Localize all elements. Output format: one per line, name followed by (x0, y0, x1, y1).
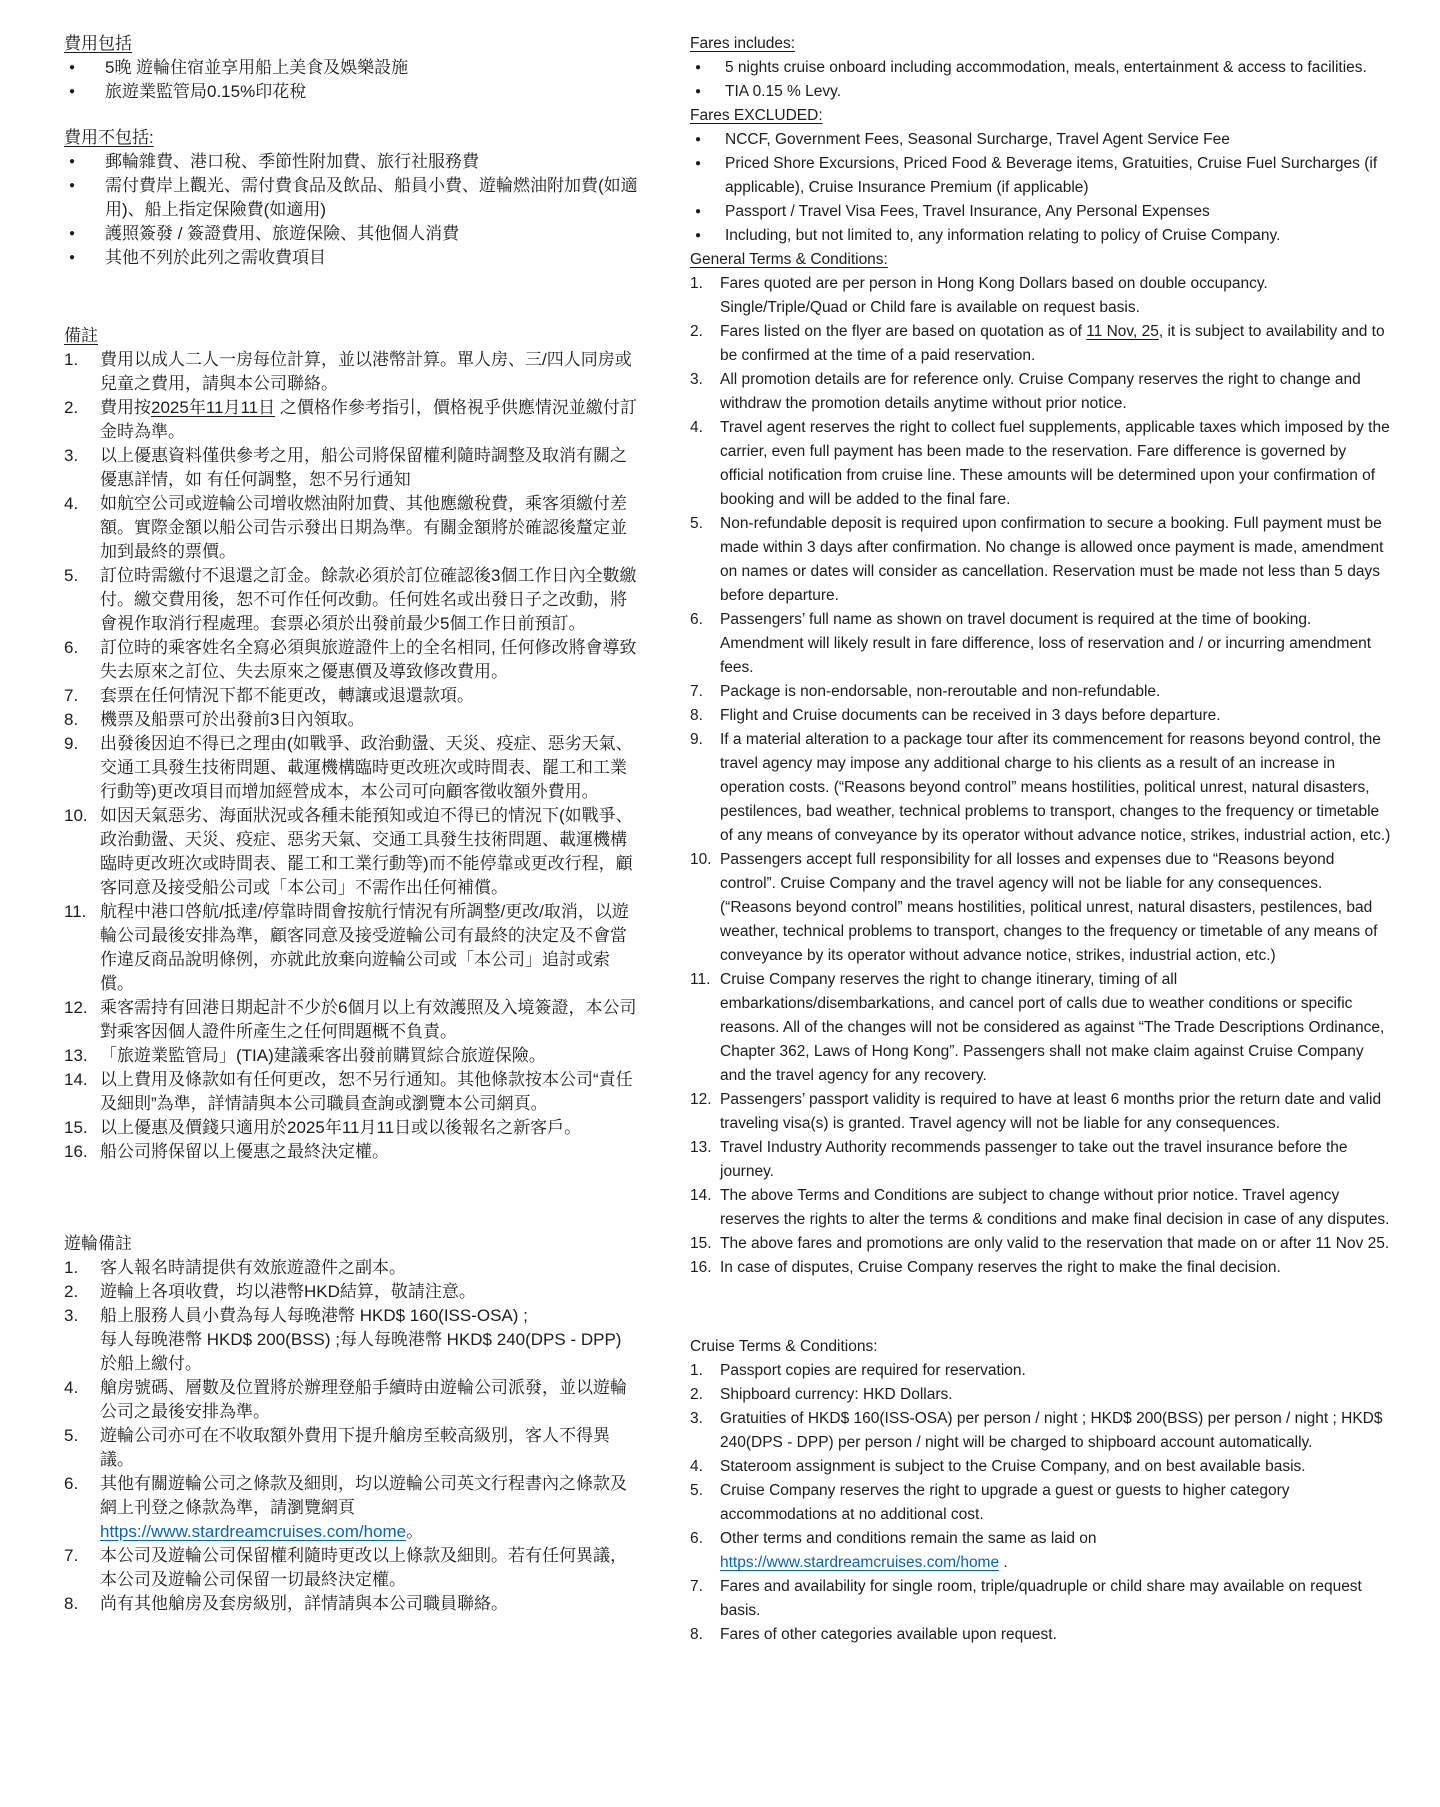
text-segment: Package is non-endorsable, non-reroutable and non-refundable. (720, 683, 1161, 700)
text-segment: Including, but not limited to, any information relating to policy of Cruise Company. (725, 227, 1281, 244)
english-terms-column (690, 32, 1392, 1647)
text-segment: Travel Industry Authority recommends passenger to take out the travel insurance before the journey. (720, 1139, 1348, 1180)
text-segment: Gratuities of HKD$ 160(ISS-OSA) per person / night ; HKD$ 200(BSS) per person / night ; HKD$ 240(DPS - DPP) per person / night will be charged to shipboard account automatically. (720, 1410, 1383, 1451)
list-item (64, 708, 642, 732)
list-item-text (720, 1407, 1392, 1455)
number-marker: 15. (64, 1118, 88, 1137)
text-segment: 需付費岸上觀光、需付費食品及飲品、船員小費、遊輪燃油附加費(如適用)、船上指定保險費(如適用) (105, 176, 638, 219)
section-general-terms (690, 248, 1392, 1280)
list-item (64, 56, 642, 80)
list-item-text (100, 804, 642, 900)
list-item-text (105, 174, 642, 222)
list-item-text (720, 1136, 1392, 1184)
text-segment: 客人報名時請提供有效旅遊證件之副本。 (100, 1258, 406, 1277)
list-item (690, 1088, 1392, 1136)
list-item (690, 704, 1392, 728)
list-item-text (720, 1623, 1392, 1647)
list-item (64, 348, 642, 396)
fees-excluded-title: 費用不包括: (64, 128, 154, 147)
text-segment: Fares and availability for single room, triple/quadruple or child share may available on request basis. (720, 1578, 1362, 1619)
list-item (690, 320, 1392, 368)
number-marker: 11. (64, 902, 87, 921)
text-segment: 以上優惠及價錢只適用於2025年11月11日或以後報名之新客戶。 (100, 1118, 582, 1137)
number-marker: 10. (690, 851, 712, 868)
text-segment: The above fares and promotions are only valid to the reservation that made on or after 11 Nov 25. (720, 1235, 1390, 1252)
fees-included-list (64, 56, 642, 104)
cruise-terms-title: Cruise Terms & Conditions: (690, 1338, 878, 1355)
list-item (64, 900, 642, 996)
list-item-text (100, 492, 642, 564)
list-item-text (100, 1424, 642, 1472)
number-marker: 5. (690, 515, 703, 532)
text-segment: 訂位時的乘客姓名全寫必須與旅遊證件上的全名相同, 任何修改將會導致失去原來之訂位、失去原來之優惠價及導致修改費用。 (100, 638, 637, 681)
text-segment: Fares of other categories available upon request. (720, 1626, 1057, 1643)
list-item-text (105, 222, 642, 246)
number-marker: 6. (64, 638, 79, 657)
list-item-text (720, 1184, 1392, 1232)
text-segment: Other terms and conditions remain the same as laid on (720, 1530, 1097, 1547)
text-segment: 以上優惠資料僅供參考之用，船公司將保留權利隨時調整及取消有關之優惠詳情，如 有任何調整，恕不另行通知 (100, 446, 627, 489)
number-marker: 1. (690, 1362, 703, 1379)
number-marker: 11. (690, 971, 711, 988)
text-segment: 出發後因迫不得已之理由(如戰爭、政治動盪、天災、疫症、惡劣天氣、交通工具發生技術問題、載運機構臨時更改班次或時間表、罷工和工業行動等)更改項目而增加經營成本，本公司可向顧客徵收額外費用。 (100, 734, 633, 801)
number-marker: 9. (64, 734, 79, 753)
text-segment: , it is subject to availability and to be confirmed at the time of a paid reservation. (720, 323, 1385, 364)
bullet-marker: ● (69, 62, 76, 73)
list-item-text (100, 1544, 642, 1592)
text-segment: 旅遊業監管局0.15%印花稅 (105, 82, 307, 101)
list-item-text (720, 1527, 1392, 1575)
list-item (690, 728, 1392, 848)
bullet-marker: ● (69, 156, 76, 167)
list-item (690, 1407, 1392, 1455)
list-item (64, 222, 642, 246)
text-segment: Cruise Company reserves the right to upgrade a guest or guests to higher category accommodations at no additional cost. (720, 1482, 1290, 1523)
list-item-text (725, 128, 1392, 152)
list-item-text (100, 1280, 642, 1304)
list-item (64, 1304, 642, 1376)
list-item-text (100, 1472, 642, 1544)
list-item-text (720, 1479, 1392, 1527)
text-segment: 其他不列於此列之需收費項目 (105, 248, 326, 267)
list-item (690, 1184, 1392, 1232)
list-item (64, 1472, 642, 1544)
bullet-marker: ● (69, 228, 76, 239)
list-item (64, 246, 642, 270)
list-item-text (725, 224, 1392, 248)
list-item-text (720, 1232, 1392, 1256)
list-item-text (105, 246, 642, 270)
number-marker: 16. (64, 1142, 88, 1161)
text-segment: 航程中港口啓航/抵達/停靠時間會按航行情況有所調整/更改/取消，以遊輪公司最後安排為準，顧客同意及接受遊輪公司有最終的決定及不會當作違反商品說明條例，亦就此放棄向遊輪公司或「本公司」追討或索償。 (100, 902, 629, 993)
list-item (690, 1232, 1392, 1256)
list-item (64, 1068, 642, 1116)
list-item (690, 848, 1392, 968)
list-item (64, 1116, 642, 1140)
list-item (690, 608, 1392, 680)
text-segment: Passengers accept full responsibility for all losses and expenses due to “Reasons beyond control”. Cruise Company and the travel agency will not be liable for any consequences. (“Reasons beyond control” means hostilities, political unrest, natural disasters, pestilences, bad weather, technical problems to transport, changes to the frequency or timetable of any means of conveyance by its operator without advance notice, strikes, industrial action, etc.) (720, 851, 1378, 964)
number-marker: 14. (64, 1070, 88, 1089)
section-fees-excluded (64, 126, 642, 270)
list-item (64, 1376, 642, 1424)
number-marker: 8. (690, 1626, 703, 1643)
section-remarks (64, 324, 642, 1164)
list-item-text (720, 272, 1392, 320)
number-marker: 2. (64, 1282, 79, 1301)
list-item (64, 396, 642, 444)
list-item-text (105, 150, 642, 174)
text-segment: 船公司將保留以上優惠之最終決定權。 (100, 1142, 389, 1161)
number-marker: 1. (64, 350, 79, 369)
number-marker: 2. (690, 323, 703, 340)
list-item-text (100, 444, 642, 492)
list-item (64, 996, 642, 1044)
text-segment: 。 (406, 1522, 424, 1541)
list-item-text (100, 1376, 642, 1424)
text-segment: Shipboard currency: HKD Dollars. (720, 1386, 953, 1403)
number-marker: 5. (690, 1482, 703, 1499)
list-item (64, 174, 642, 222)
text-segment: 每人每晚港幣 HKD$ 200(BSS) ;每人每晚港幣 HKD$ 240(DPS - DPP) (100, 1330, 622, 1349)
list-item-text (720, 512, 1392, 608)
list-item-text (100, 732, 642, 804)
cruise-remarks-title: 遊輪備註 (64, 1234, 132, 1253)
list-item-text (100, 1140, 642, 1164)
list-item-text (720, 608, 1392, 680)
number-marker: 12. (64, 998, 88, 1017)
number-marker: 1. (64, 1258, 79, 1277)
remarks-list (64, 348, 642, 1164)
list-item (64, 1044, 642, 1068)
text-segment: 護照簽發 / 簽證費用、旅遊保險、其他個人消費 (105, 224, 460, 243)
text-segment: 本公司及遊輪公司保留權利隨時更改以上條款及細則。若有任何異議，本公司及遊輪公司保留一切最終決定權。 (100, 1546, 627, 1589)
underlined-text: 11 Nov, 25 (1086, 323, 1159, 340)
number-marker: 3. (690, 1410, 703, 1427)
text-segment: 機票及船票可於出發前3日內領取。 (100, 710, 365, 729)
number-marker: 1. (690, 275, 703, 292)
list-item (64, 444, 642, 492)
text-segment: In case of disputes, Cruise Company reserves the right to make the final decision. (720, 1259, 1281, 1276)
section-cruise-terms (690, 1335, 1392, 1647)
bullet-marker: ● (695, 206, 702, 217)
number-marker: 16. (690, 1259, 712, 1276)
list-item (690, 128, 1392, 152)
text-segment: 艙房號碼、層數及位置將於辦理登船手續時由遊輪公司派發，並以遊輪公司之最後安排為準。 (100, 1378, 627, 1421)
number-marker: 7. (64, 1546, 79, 1565)
number-marker: 12. (690, 1091, 712, 1108)
list-item-text (720, 1088, 1392, 1136)
list-item (690, 1136, 1392, 1184)
general-terms-title: General Terms & Conditions: (690, 251, 888, 268)
list-item-text (720, 968, 1392, 1088)
text-segment: 以上費用及條款如有任何更改，恕不另行通知。其他條款按本公司“責任及細則”為準，詳情請與本公司職員查詢或瀏覽本公司網頁。 (100, 1070, 633, 1113)
text-segment: 尚有其他艙房及套房級別，詳情請與本公司職員聯絡。 (100, 1594, 508, 1613)
list-item-text (100, 1068, 642, 1116)
list-item-text (725, 56, 1392, 80)
list-item-text (105, 80, 642, 104)
text-segment: All promotion details are for reference only. Cruise Company reserves the right to change and withdraw the promotion details anytime without prior notice. (720, 371, 1361, 412)
list-item-text (100, 396, 642, 444)
bullet-marker: ● (695, 230, 702, 241)
list-item (64, 1256, 642, 1280)
list-item-text (100, 348, 642, 396)
text-segment: 費用以成人二人一房每位計算，並以港幣計算。單人房、三/四人同房或兒童之費用，請與本公司聯絡。 (100, 350, 632, 393)
number-marker: 4. (64, 494, 79, 513)
list-item-text (100, 1044, 642, 1068)
list-item (64, 150, 642, 174)
list-item (690, 1575, 1392, 1623)
list-item (64, 1280, 642, 1304)
text-segment: Flight and Cruise documents can be received in 3 days before departure. (720, 707, 1221, 724)
list-item (690, 224, 1392, 248)
text-segment: 費用按 (100, 398, 151, 417)
text-segment: 套票在任何情況下都不能更改，轉讓或退還款項。 (100, 686, 474, 705)
bullet-marker: ● (695, 134, 702, 145)
list-item (690, 968, 1392, 1088)
cruise-remarks-list (64, 1256, 642, 1616)
section-fares-excluded (690, 104, 1392, 248)
text-segment: Travel agent reserves the right to collect fuel supplements, applicable taxes which imposed by the carrier, even full payment has been made to the reservation. Fare difference is governed by official notification from cruise line. These amounts will be determined upon your confirmation of booking and will be added to the final fare. (720, 419, 1390, 508)
list-item-text (725, 80, 1392, 104)
list-item-text (100, 1116, 642, 1140)
fares-includes-list (690, 56, 1392, 104)
text-segment: 遊輪上各項收費，均以港幣HKD結算，敬請注意。 (100, 1282, 476, 1301)
section-fees-included (64, 32, 642, 104)
number-marker: 9. (690, 731, 703, 748)
list-item (690, 680, 1392, 704)
bullet-marker: ● (69, 252, 76, 263)
number-marker: 7. (690, 1578, 703, 1595)
list-item (64, 732, 642, 804)
bullet-marker: ● (695, 158, 702, 169)
list-item-text (720, 1575, 1392, 1623)
list-item (690, 80, 1392, 104)
text-segment: . (999, 1554, 1008, 1571)
list-item-text (720, 680, 1392, 704)
fares-excluded-list (690, 128, 1392, 248)
list-item-text (100, 996, 642, 1044)
number-marker: 15. (690, 1235, 712, 1252)
text-segment: 「旅遊業監管局」(TIA)建議乘客出發前購買綜合旅遊保險。 (100, 1046, 546, 1065)
list-item (690, 1527, 1392, 1575)
number-marker: 7. (690, 683, 703, 700)
text-segment: NCCF, Government Fees, Seasonal Surcharge, Travel Agent Service Fee (725, 131, 1230, 148)
external-link[interactable]: https://www.stardreamcruises.com/home (720, 1554, 1000, 1571)
chinese-terms-column (64, 32, 642, 1616)
list-item-text (720, 704, 1392, 728)
text-segment: Passengers’ passport validity is required to have at least 6 months prior the return date and valid traveling visa(s) is granted. Travel agency will not be liable for any consequences. (720, 1091, 1382, 1132)
number-marker: 10. (64, 806, 88, 825)
text-segment: 郵輪雜費、港口稅、季節性附加費、旅行社服務費 (105, 152, 479, 171)
list-item-text (100, 564, 642, 636)
list-item-text (720, 416, 1392, 512)
text-segment: 遊輪公司亦可在不收取額外費用下提升艙房至較高級別，客人不得異議。 (100, 1426, 610, 1469)
number-marker: 8. (64, 1594, 79, 1613)
number-marker: 4. (690, 419, 703, 436)
number-marker: 3. (64, 1306, 79, 1325)
text-segment: Cruise Company reserves the right to change itinerary, timing of all embarkations/disembarkations, and cancel port of calls due to weather conditions or specific reasons. All of the changes will not be considered as against “The Trade Descriptions Ordinance, Chapter 362, Laws of Hong Kong”. Passengers shall not make claim against Cruise Company and the travel agency for any recovery. (720, 971, 1385, 1084)
external-link[interactable]: https://www.stardreamcruises.com/home (100, 1522, 407, 1541)
list-item-text (720, 1383, 1392, 1407)
list-item (64, 1424, 642, 1472)
list-item (690, 56, 1392, 80)
list-item-text (100, 1304, 642, 1376)
text-segment: 乘客需持有回港日期起計不少於6個月以上有效護照及入境簽證，本公司對乘客因個人證件所產生之任何問題概不負責。 (100, 998, 637, 1041)
text-segment: 如因天氣惡劣、海面狀況或各種未能預知或迫不得已的情況下(如戰爭、政治動盪、天災、疫症、惡劣天氣、交通工具發生技術問題、載運機構臨時更改班次或時間表、罷工和工業行動等)而不能停靠或更改行程，顧客同意及接受船公司或「本公司」不需作出任何補償。 (100, 806, 633, 897)
text-segment: Passport copies are required for reservation. (720, 1362, 1026, 1379)
fares-includes-title: Fares includes: (690, 35, 796, 52)
text-segment: 之價格作參考指引，價格視乎供應情況並繳付訂金時為準。 (100, 398, 637, 441)
list-item-text (720, 848, 1392, 968)
bullet-marker: ● (695, 86, 702, 97)
list-item (690, 1359, 1392, 1383)
section-cruise-remarks (64, 1232, 642, 1616)
number-marker: 4. (690, 1458, 703, 1475)
fares-excluded-title: Fares EXCLUDED: (690, 107, 823, 124)
number-marker: 4. (64, 1378, 79, 1397)
list-item-text (720, 1455, 1392, 1479)
number-marker: 2. (690, 1386, 703, 1403)
remarks-title: 備註 (64, 326, 98, 345)
list-item (690, 1455, 1392, 1479)
text-segment: Fares quoted are per person in Hong Kong Dollars based on double occupancy. Single/Triple/Quad or Child fare is available on request basis. (720, 275, 1268, 316)
list-item (690, 1256, 1392, 1280)
text-segment: 於船上繳付。 (100, 1354, 202, 1373)
section-fares-includes (690, 32, 1392, 104)
list-item-text (720, 320, 1392, 368)
list-item (64, 1140, 642, 1164)
number-marker: 3. (64, 446, 79, 465)
text-segment: Passengers’ full name as shown on travel document is required at the time of booking. Amendment will likely result in fare difference, loss of reservation and / or incurring amendment fees. (720, 611, 1372, 676)
number-marker: 13. (64, 1046, 88, 1065)
list-item (690, 1479, 1392, 1527)
text-segment: Stateroom assignment is subject to the Cruise Company, and on best available basis. (720, 1458, 1306, 1475)
list-item (64, 684, 642, 708)
number-marker: 8. (690, 707, 703, 724)
text-segment: 如航空公司或遊輪公司增收燃油附加費、其他應繳稅費，乘客須繳付差額。實際金額以船公司告示發出日期為準。有關金額將於確認後釐定並加到最終的票價。 (100, 494, 627, 561)
list-item (690, 368, 1392, 416)
list-item-text (100, 1592, 642, 1616)
number-marker: 5. (64, 566, 79, 585)
cruise-terms-list (690, 1359, 1392, 1647)
list-item (690, 272, 1392, 320)
list-item (64, 1592, 642, 1616)
underlined-text: 2025年11月11日 (151, 398, 276, 417)
list-item (690, 152, 1392, 200)
number-marker: 5. (64, 1426, 79, 1445)
number-marker: 13. (690, 1139, 712, 1156)
list-item-text (720, 1256, 1392, 1280)
list-item (690, 1383, 1392, 1407)
list-item (690, 416, 1392, 512)
list-item (690, 1623, 1392, 1647)
number-marker: 14. (690, 1187, 712, 1204)
bullet-marker: ● (69, 86, 76, 97)
list-item (64, 804, 642, 900)
number-marker: 6. (690, 1530, 703, 1547)
text-segment: 5晚 遊輪住宿並享用船上美食及娛樂設施 (105, 58, 409, 77)
list-item-text (105, 56, 642, 80)
general-terms-list (690, 272, 1392, 1280)
list-item (64, 492, 642, 564)
list-item (64, 80, 642, 104)
number-marker: 8. (64, 710, 79, 729)
number-marker: 3. (690, 371, 703, 388)
bullet-marker: ● (69, 180, 76, 191)
fees-included-title: 費用包括 (64, 34, 132, 53)
fees-excluded-list (64, 150, 642, 270)
list-item-text (100, 636, 642, 684)
number-marker: 6. (690, 611, 703, 628)
list-item-text (100, 708, 642, 732)
list-item-text (725, 200, 1392, 224)
number-marker: 6. (64, 1474, 79, 1493)
text-segment: TIA 0.15 % Levy. (725, 83, 842, 100)
text-segment: 其他有關遊輪公司之條款及細則，均以遊輪公司英文行程書內之條款及網上刊登之條款為準，請瀏覽網頁 (100, 1474, 627, 1517)
bullet-marker: ● (695, 62, 702, 73)
text-segment: Priced Shore Excursions, Priced Food & Beverage items, Gratuities, Cruise Fuel Surcharges (if applicable), Cruise Insurance Premium (if applicable) (725, 155, 1378, 196)
text-segment: 5 nights cruise onboard including accommodation, meals, entertainment & access to facilities. (725, 59, 1367, 76)
list-item-text (100, 900, 642, 996)
list-item-text (100, 684, 642, 708)
text-segment: Non-refundable deposit is required upon confirmation to secure a booking. Full payment must be made within 3 days after confirmation. No change is allowed once payment is made, amendment on names or dates will consider as cancellation. Reservation must be made not less than 5 days before departure. (720, 515, 1384, 604)
list-item (64, 564, 642, 636)
text-segment: Fares listed on the flyer are based on quotation as of (720, 323, 1087, 340)
list-item-text (720, 1359, 1392, 1383)
list-item-text (725, 152, 1392, 200)
list-item-text (720, 728, 1392, 848)
text-segment: Passport / Travel Visa Fees, Travel Insurance, Any Personal Expenses (725, 203, 1210, 220)
list-item (64, 1544, 642, 1592)
text-segment: If a material alteration to a package tour after its commencement for reasons beyond control, the travel agency may impose any additional charge to his clients as a result of an increase in operation costs. (“Reasons beyond control” means hostilities, political unrest, natural disasters, pestilences, bad weather, technical problems to transport, changes to the frequency or timetable of any means of conveyance by its operator without advance notice, strikes, industrial action, etc.) (720, 731, 1391, 844)
text-segment: 船上服務人員小費為每人每晚港幣 HKD$ 160(ISS-OSA) ; (100, 1306, 528, 1325)
text-segment: The above Terms and Conditions are subject to change without prior notice. Travel agency reserves the rights to alter the terms & conditions and make final decision in case of any disputes. (720, 1187, 1390, 1228)
list-item (690, 512, 1392, 608)
number-marker: 2. (64, 398, 79, 417)
list-item-text (720, 368, 1392, 416)
number-marker: 7. (64, 686, 79, 705)
text-segment: 訂位時需繳付不退還之訂金。餘款必須於訂位確認後3個工作日內全數繳付。繳交費用後，恕不可作任何改動。任何姓名或出發日子之改動，將會視作取消行程處理。套票必須於出發前最少5個工作日前預訂。 (100, 566, 637, 633)
list-item (690, 200, 1392, 224)
list-item-text (100, 1256, 642, 1280)
list-item (64, 636, 642, 684)
